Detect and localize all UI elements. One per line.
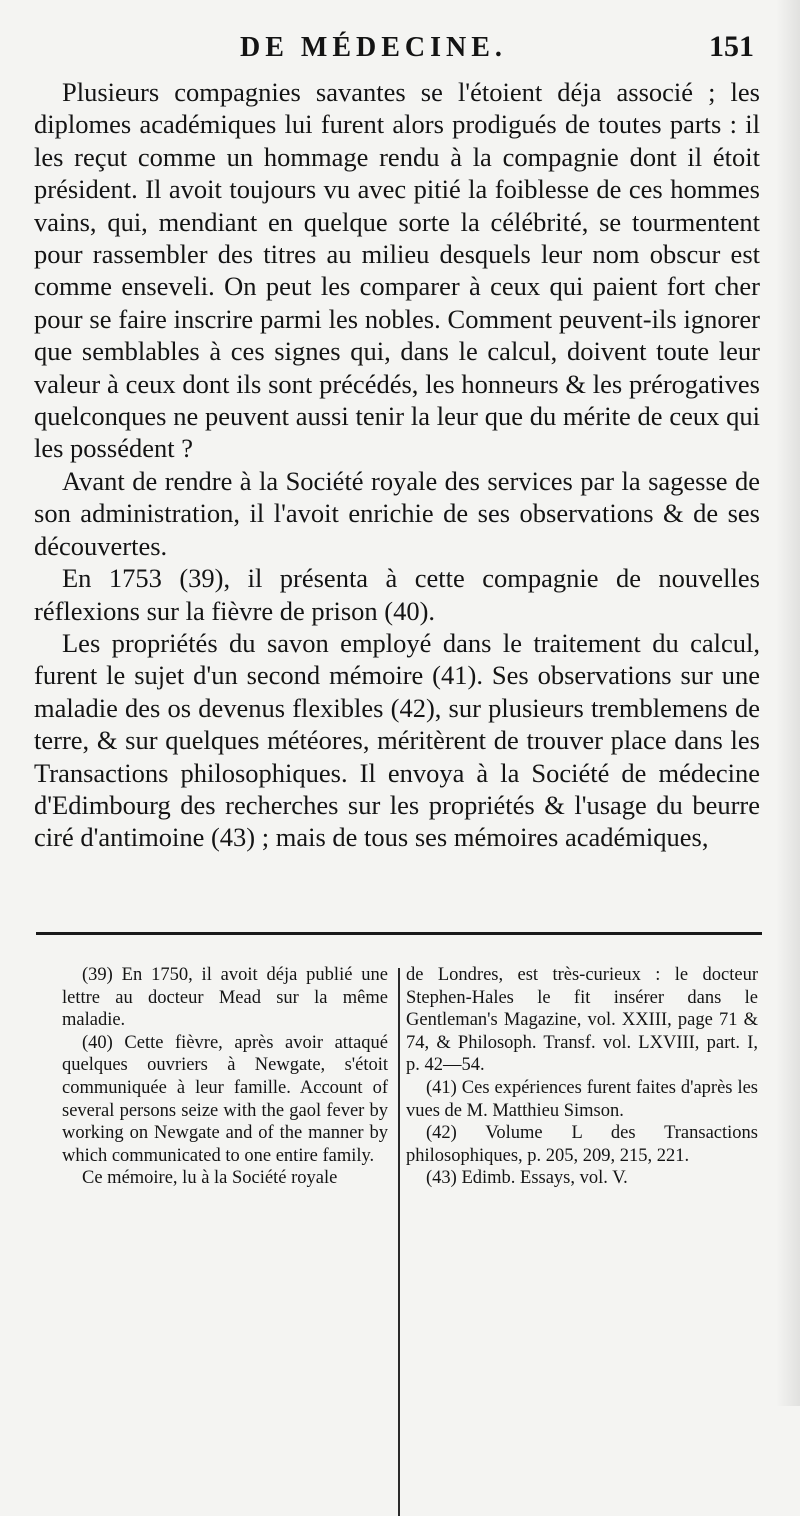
running-head: DE MÉDECINE. xyxy=(240,32,507,63)
paragraph: En 1753 (39), il présenta à cette compagnie de nouvelles réflexions sur la fièvre de prison (40). xyxy=(34,563,760,626)
paragraph: Plusieurs compagnies savantes se l'étoient déja associé ; les diplomes académiques lui furent alors prodigués de toutes parts : il les reçut comme un hommage rendu à la compagnie dont il étoit président. Il avoit toujours vu avec pitié la foiblesse de ces hommes vains, qui, mendiant en quelque sorte la célébrité, se tourmentent pour rassembler des titres au milieu desquels leur nom obscur est comme enseveli. On peut les comparer à ceux qui paient fort cher pour se faire inscrire parmi les nobles. Comment peuvent-ils ignorer que semblables à ces signes qui, dans le calcul, doivent toute leur valeur à ceux dont ils sont précédés, les honneurs & les prérogatives quelconques ne peuvent aussi tenir la leur que du mérite de ceux qui les possédent ? xyxy=(34,77,760,464)
footnote-43: (43) Edimb. Essays, vol. V. xyxy=(426,1168,628,1189)
footnote-39: (39) En 1750, il avoit déja publié une lettre au docteur Mead sur la même maladie. xyxy=(62,965,388,1031)
paragraph: Les propriétés du savon employé dans le traitement du calcul, furent le sujet d'un second mémoire (41). Ses observations sur une maladie des os devenus flexibles (42), sur plusieurs tremblemens de terre, & sur quelques météores, méritèrent de trouver place dans les Transactions philosophiques. Il envoya à la Société de médecine d'Edimbourg des recherches sur les propriétés & l'usage du beurre ciré d'antimoine (43) ; mais de tous ses mémoires académiques, xyxy=(34,627,760,853)
footnotes-left-column xyxy=(62,964,388,1190)
footnote-41: (41) Ces expériences furent faites d'après les vues de M. Matthieu Simson. xyxy=(406,1077,758,1121)
footnote-42: (42) Volume L des Transactions philosophiques, p. 205, 209, 215, 221. xyxy=(406,1123,758,1166)
footnote-40: (40) Cette fièvre, après avoir attaqué quelques ouvriers à Newgate, s'étoit communiquée à leur famille. Account of several persons seize with the gaol fever by working on Newgate and of the manner by which communicated to one entire family. xyxy=(62,1032,388,1166)
main-text xyxy=(34,76,760,854)
footnotes-right-column xyxy=(406,964,758,1190)
footnote-40-cont: Ce mémoire, lu à la Société royale xyxy=(82,1168,338,1189)
page-number: 151 xyxy=(709,30,754,63)
footnote-rule xyxy=(36,932,762,935)
paragraph: Avant de rendre à la Société royale des services par la sagesse de son administration, il l'avoit enrichie de ses observations & de ses découvertes. xyxy=(34,465,760,561)
column-divider xyxy=(398,968,400,1516)
page-header xyxy=(30,30,762,66)
page-edge-shadow xyxy=(776,0,800,1406)
footnote-40-end: de Londres, est très-curieux : le docteur Stephen-Hales le fit insérer dans le Gentleman's Magazine, vol. XXIII, page 71 & 74, & Philosoph. Transf. vol. LXVIII, part. I, p. 42—54. xyxy=(406,965,758,1076)
